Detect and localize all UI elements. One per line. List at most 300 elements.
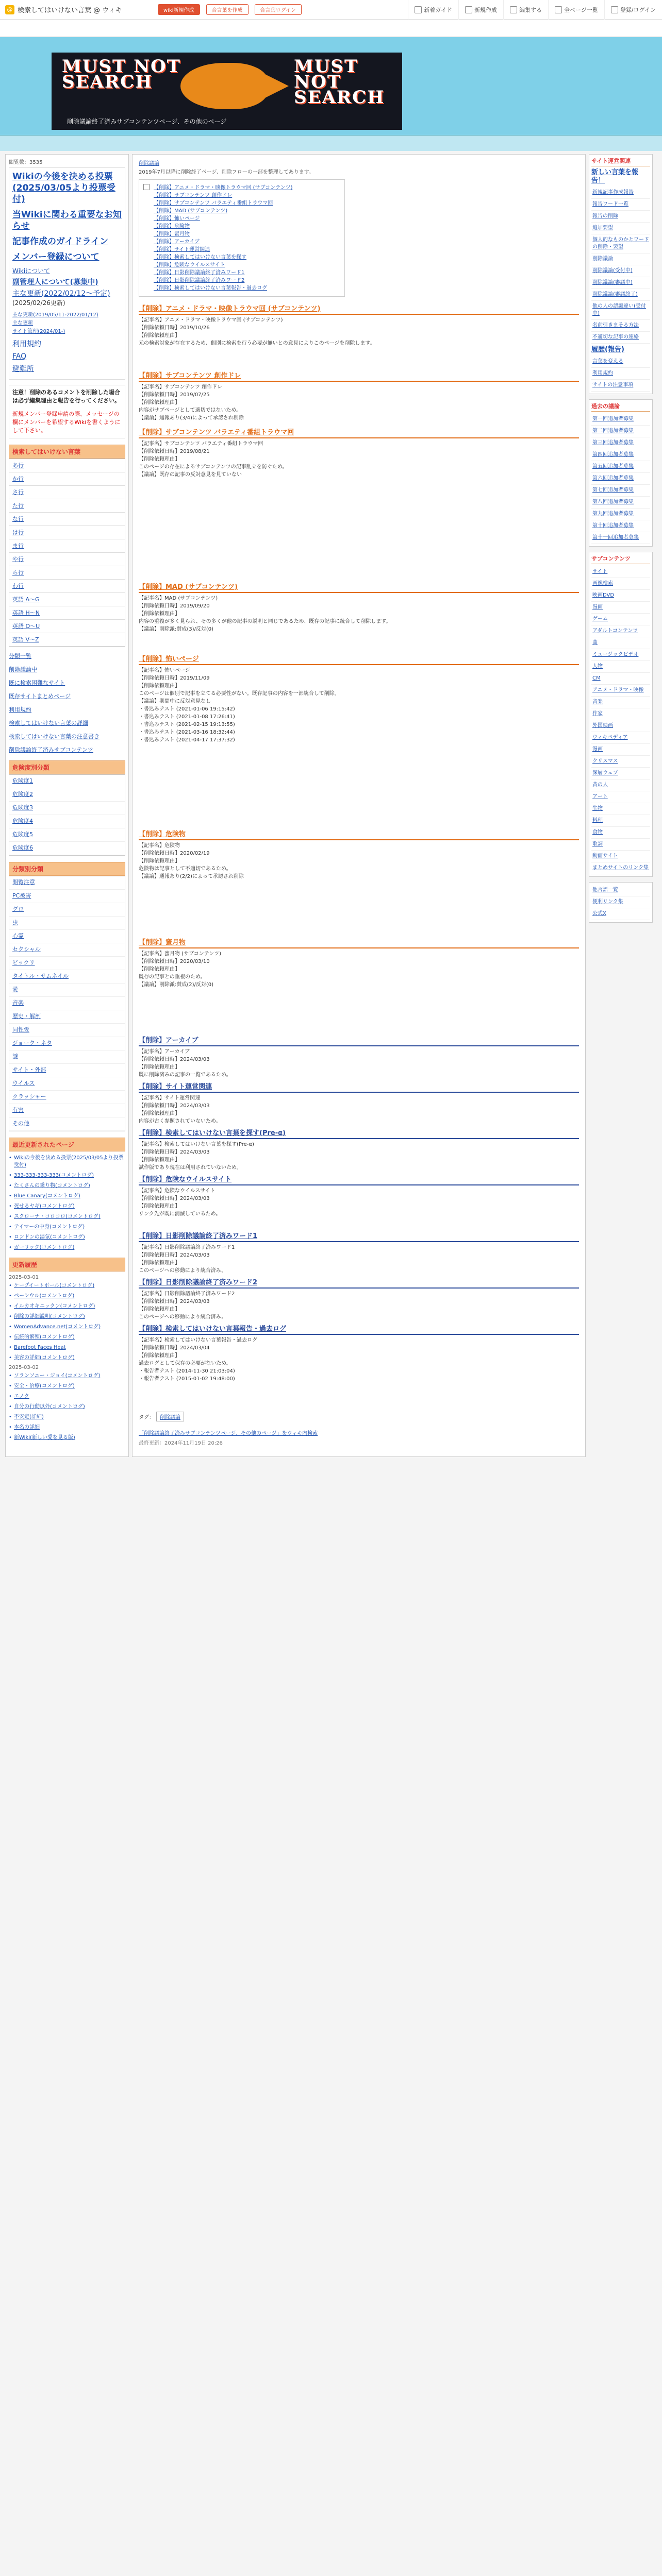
kana-item[interactable]: な行 [9,513,125,526]
sidebar-link[interactable]: CM [591,673,650,685]
sidebar-link[interactable]: 第二回追加者募集 [591,426,650,437]
sidebar-link[interactable]: 生物 [591,803,650,815]
entry-line: 内容の重複が多く見られ、その多くが他の記事の説明と同じであるため、既存の記事に統合して削除します。 [139,619,391,624]
breadcrumb-link[interactable]: 削除議論 [139,161,159,166]
link-hard-sites[interactable]: 既に検索困難なサイト [9,680,65,686]
entry-line: 【記事名】アーカイブ [139,1049,190,1055]
history-item[interactable]: • 削除の詳細説明(コメントログ) [9,1313,125,1320]
history-item[interactable]: • ソランソニー・ジョイ(コメントログ) [9,1372,125,1380]
category-item[interactable]: 虫 [9,917,125,930]
toc-item[interactable]: 【削除】アニメ・ドラマ・映像トラウマ回 (サブコンテンツ) [154,185,293,191]
entry-line: 【削除依頼日時】2024/03/03 [139,1149,210,1155]
sidebar-link[interactable]: 外国映画 [591,720,650,732]
entry-heading-link[interactable]: 【削除】アニメ・ドラマ・映像トラウマ回 (サブコンテンツ) [139,305,321,313]
sidebar-link[interactable]: 漫画 [591,744,650,756]
category-item[interactable]: 有害 [9,1104,125,1117]
wiki-logo-icon: @ [5,5,14,14]
sidebar-link[interactable]: ゲーム [591,614,650,625]
entry-line: 【削除依頼理由】 [139,1260,180,1266]
site-admin-box [589,154,653,394]
site-admin-list [591,187,650,344]
top-bar [0,0,662,20]
section-danger-title: 危険度別分類 [9,760,125,774]
entry-line: 【削除依頼理由】 [139,456,180,462]
entry-line: 【削除依頼理由】 [139,1157,180,1163]
report-new-word-link[interactable]: 新しい言葉を報告！ [591,168,639,184]
entry-line: 内容が古く参照されていないため。 [139,1118,221,1124]
entry-line: 【削除依頼日時】2020/02/19 [139,851,210,856]
entry-line: 【削除依頼日時】2024/03/03 [139,1103,210,1109]
entry-line: ・報告者テスト (2015-01-02 19:48:00) [139,1376,235,1382]
misc-box [589,882,653,923]
entry-line: 【議論】既存の記事の反対意見を見ていない [139,472,242,478]
entry-heading-link[interactable]: 【削除】サブコンテンツ バラエティ番組トラウマ回 [139,429,294,436]
recent-item[interactable]: • たくさんの乗り物(コメントログ) [9,1182,125,1190]
nav-member[interactable]: メンバー登録について [12,252,100,262]
banner-area [0,37,662,135]
site-admin-list-2 [591,356,650,392]
entry-line: 【削除依頼理由】 [139,1111,180,1116]
menu-edit[interactable]: 編集する [503,0,548,20]
entry-heading-link[interactable]: 【削除】怖いページ [139,655,199,663]
entry-line: 【記事名】アニメ・ドラマ・映像トラウマ回 (サブコンテンツ) [139,317,283,323]
sidebar-link[interactable]: 公式X [591,908,650,920]
sidebar-link[interactable]: 削除議論(受付中) [591,265,650,277]
toc-item[interactable]: 【削除】危険物 [154,224,190,229]
recent-item[interactable]: • テイマーの中身(コメントログ) [9,1224,125,1231]
danger-item[interactable]: 危険度5 [9,828,125,842]
site-banner[interactable] [52,53,402,130]
sidebar-link[interactable]: 削除議論(審議中) [591,277,650,289]
sidebar-link[interactable]: 他言語一覧 [591,885,650,896]
history-item[interactable]: • 本名の詳細 [9,1424,125,1431]
deletion-entry [139,1033,579,1080]
deletion-entry [139,936,579,1033]
tag-link[interactable]: 削除議論 [156,1412,184,1421]
history-item[interactable]: • WomenAdvance.net(コメントログ) [9,1324,125,1331]
recent-item[interactable]: • Wikiの今後を決める投票(2025/03/05より投票受付) [9,1155,125,1169]
entry-heading-link[interactable]: 【削除】日影削除議論終了済みワード1 [139,1232,258,1240]
kana-item[interactable]: た行 [9,499,125,513]
entry-heading-link[interactable]: 【削除】蜜月物 [139,939,186,946]
category-item[interactable]: グロ [9,903,125,917]
subcontent-list [591,566,650,874]
sidebar-link[interactable]: アニメ・ドラマ・映像 [591,685,650,697]
danger-item[interactable]: 危険度6 [9,842,125,855]
entry-line: 【記事名】危険なウイルスサイト [139,1188,216,1194]
entry-line: ・書込みテスト (2021-01-08 17:26:41) [139,714,235,720]
banner-subtitle: 削除議論終了済みサブコンテンツページ、その他のページ [67,118,227,125]
sidebar-link[interactable]: 第七回追加者募集 [591,485,650,497]
toc-item[interactable]: 【削除】検索してはいけない言葉を探す [154,255,246,260]
recent-item[interactable]: • スクローナ・コロコロ(コメントログ) [9,1213,125,1221]
entry-body [139,384,579,422]
recent-item[interactable]: • Blue Canary(コメントログ) [9,1193,125,1200]
sidebar-link[interactable]: 追加要望 [591,223,650,234]
kana-item[interactable]: 英語 A〜G [9,593,125,606]
kana-item[interactable]: や行 [9,553,125,566]
entry-heading-link[interactable]: 【削除】アーカイブ [139,1037,198,1044]
sidebar-link[interactable]: アート [591,791,650,803]
toc-item[interactable]: 【削除】サブコンテンツ 創作ドレ [154,193,233,198]
deletion-entry [139,652,579,827]
entry-line: 【削除依頼理由】 [139,683,180,689]
entry-heading-link[interactable]: 【削除】検索してはいけない言葉を探す(Pre-α) [139,1129,286,1137]
menu-guide[interactable]: 新着ガイド [408,0,458,20]
sidebar-link[interactable]: サイト [591,566,650,578]
kana-item[interactable]: は行 [9,526,125,539]
entry-heading [139,936,579,948]
toc-item[interactable]: 【削除】日影削除議論終了済みワード2 [154,278,245,283]
sidebar-link[interactable]: 曲 [591,637,650,649]
history-item[interactable]: • 自分の行動以外(コメントログ) [9,1403,125,1411]
danger-item[interactable]: 危険度3 [9,802,125,815]
link-terms2[interactable]: 利用規約 [9,706,31,713]
category-item[interactable]: その他 [9,1117,125,1131]
sidebar-link[interactable]: サイトの注意事項 [591,380,650,392]
entry-line: 【削除依頼日時】2019/11/09 [139,675,210,681]
deletion-entry [139,580,579,652]
sidebar-link[interactable]: 歌詞 [591,839,650,851]
misc-list [591,885,650,920]
menu-login[interactable]: 登録/ログイン [604,0,662,20]
history-item[interactable]: • イルカオキニックン(コメントログ) [9,1303,125,1310]
kana-item[interactable]: か行 [9,472,125,486]
sidebar-link[interactable]: 削除議論(審議終了) [591,289,650,301]
right-sidebar [589,154,653,1457]
fish-logo-icon [180,63,268,109]
entry-line: このページへの移動により統合済み。 [139,1268,227,1274]
sidebar-link[interactable]: ウィキペディア [591,732,650,744]
notice-text-2: 新規メンバー登録申請の際、メッセージの欄にメンバーを希望するWikiを書くようにして下さい。 [12,411,121,434]
sidebar-link[interactable]: 不適切な記事の連絡 [591,332,650,344]
history-item[interactable]: • ケープイートボール(コメントログ) [9,1282,125,1290]
sidebar-link[interactable]: 画像検索 [591,578,650,590]
link-summary[interactable]: 既存サイトまとめページ [9,693,71,700]
history-item[interactable]: • 新Wiki(新しい愛を見る版) [9,1434,125,1442]
nav-update[interactable]: 主な更新(2022/02/12〜予定) [12,290,110,298]
entry-heading [139,580,579,593]
site-title[interactable] [0,5,155,14]
kana-item[interactable]: ら行 [9,566,125,580]
toc-item[interactable]: 【削除】日影削除議論終了済みワード1 [154,270,245,276]
entry-line: 過去ログとして保存の必要がないため。 [139,1361,231,1366]
toc-toggle-icon[interactable] [143,184,150,190]
entry-line: このページは個別で記事を立てる必要性がない。既存記事の内容を一部統合して削除。 [139,691,340,697]
nav-vote[interactable]: Wikiの今後を決める投票(2025/03/05より投票受付) [12,172,115,205]
sidebar-link[interactable]: 個人的なものかとワードの削除・要望 [591,234,650,253]
sidebar-link[interactable]: 第十回追加者募集 [591,520,650,532]
history-item[interactable]: • エノク [9,1393,125,1400]
toc-item[interactable]: 【削除】アーカイブ [154,239,200,245]
history-item[interactable]: • ペーシウル(コメントログ) [9,1293,125,1300]
notice-box [9,385,125,438]
sidebar-link[interactable]: 深層ウェブ [591,768,650,779]
nav-update-date: (2025/02/26更新) [12,299,65,307]
entry-line: 【議論】通報あり(2/2)によって承認され削除 [139,874,244,879]
table-of-contents [139,179,345,297]
sidebar-link[interactable]: クリスマス [591,756,650,768]
nav-about[interactable]: Wikiについて [12,267,50,275]
toc-item[interactable]: 【削除】危険なウイルスサイト [154,262,225,268]
sidebar-link[interactable]: 報告の削除 [591,211,650,223]
entry-heading [139,827,579,840]
entry-line: 元の検索対象が存在するため、個別に検索を行う必要が無いとの意見によりこのページを削除します。 [139,341,375,346]
site-admin-title: サイト運営関連 [591,157,650,166]
sidebar-link[interactable]: まとめサイトのリンク集 [591,862,650,874]
category-item[interactable]: ビックリ [9,957,125,970]
sidebar-link[interactable]: 新規記事作成報告 [591,187,650,199]
kana-item[interactable]: さ行 [9,486,125,499]
entry-line: 【削除依頼理由】 [139,400,180,405]
past-discussion-list [591,414,650,544]
category-item[interactable]: PC被害 [9,890,125,903]
entry-body [139,1095,579,1125]
sidebar-link[interactable]: 名前引きまそる方法 [591,320,650,332]
entry-line: 【記事名】検索してはいけない言葉報告・過去ログ [139,1337,257,1343]
sidebar-link[interactable]: 第一回追加者募集 [591,414,650,426]
tag-area [139,1412,579,1421]
toc-item[interactable]: 【削除】サブコンテンツ バラエティ番組トラウマ回 [154,200,273,206]
entry-heading-link[interactable]: 【削除】危険なウイルスサイト [139,1176,232,1183]
toc-item[interactable]: 【削除】蜜月物 [154,231,190,237]
entry-heading-link[interactable]: 【削除】日影削除議論終了済みワード2 [139,1279,258,1286]
entry-line: 【記事名】MAD (サブコンテンツ) [139,596,218,601]
sidebar-link[interactable]: 削除議論 [591,253,650,265]
entry-line: 【削除依頼理由】 [139,1353,180,1359]
sidebar-link[interactable]: 第四回追加者募集 [591,449,650,461]
link-closed[interactable]: 削除議論終了済みサブコンテンツ [9,747,93,753]
entry-heading [139,302,579,315]
sidebar-link[interactable]: 動画サイト [591,851,650,862]
sidebar-link[interactable]: 言葉を変える [591,356,650,368]
entry-line: 【記事名】検索してはいけない言葉を探す(Pre-α) [139,1142,254,1147]
recent-item[interactable]: • 333-333-333-333(コメントログ) [9,1172,125,1179]
entry-line: ・書込みテスト (2021-03-16 18:32:44) [139,730,235,735]
sidebar-link[interactable]: 第八回追加者募集 [591,497,650,509]
link-detail[interactable]: 検索してはいけない言葉の詳細 [9,720,88,726]
entry-body [139,1337,579,1383]
sidebar-link[interactable]: 音楽 [591,697,650,708]
category-item[interactable]: ジョーク・ネタ [9,1037,125,1050]
deletion-entry [139,302,579,369]
category-item[interactable]: 心霊 [9,930,125,943]
category-item[interactable]: 同性愛 [9,1024,125,1037]
wiki-search-link[interactable]: 「削除議論終了済みサブコンテンツページ、その他のページ」をウィキ内検索 [139,1431,318,1436]
entry-line: 内容がサブページとして適切ではないため。 [139,408,241,413]
entry-line: 【議論】削除派:賛成(3)/反対(0) [139,626,214,632]
view-counter: 閲覧数：3535 [9,160,43,165]
entry-line: 【削除依頼日時】2024/03/03 [139,1299,210,1304]
entry-line: 【記事名】蜜月物 (サブコンテンツ) [139,951,221,957]
sidebar-link[interactable]: 利用規約 [591,368,650,380]
toc-item[interactable]: 【削除】サイト運営関連 [154,247,210,252]
kana-item[interactable]: 英語 O〜U [9,620,125,633]
entry-line: 【削除依頼日時】2020/03/10 [139,959,210,964]
entry-heading-link[interactable]: 【削除】危険物 [139,831,186,838]
category-item[interactable]: 謎 [9,1050,125,1064]
sidebar-link[interactable]: 作家 [591,708,650,720]
history-item[interactable]: • 伝統的繁殖(コメントログ) [9,1334,125,1341]
category-item[interactable]: タイトル・サムネイル [9,970,125,984]
link-classify[interactable]: 分類一覧 [9,653,31,659]
nav-site-admin[interactable]: サイト管理(2024/01-) [12,329,65,334]
nav-admin[interactable]: 副管理人について(募集中) [12,278,98,286]
history-date: 2025-03-01 [9,1275,39,1280]
entry-heading [139,1080,579,1093]
toc-item[interactable]: 【削除】怖いページ [154,216,200,222]
entry-line: 【削除依頼日時】2024/03/03 [139,1252,210,1258]
entry-line: 【削除依頼日時】2024/03/03 [139,1196,210,1201]
toc-item[interactable]: 【削除】検索してはいけない言葉報告・過去ログ [154,285,267,291]
category-list [9,876,125,1131]
danger-item[interactable]: 危険度2 [9,788,125,802]
entry-body [139,1188,579,1218]
entry-heading [139,1033,579,1046]
recent-item[interactable]: • ロンドンの湯気(コメントログ) [9,1234,125,1241]
danger-item[interactable]: 危険度4 [9,815,125,828]
sidebar-link[interactable]: 第三回追加者募集 [591,437,650,449]
toc-item[interactable]: 【削除】MAD (サブコンテンツ) [154,208,228,214]
entry-heading [139,1322,579,1335]
entry-line: リンク先が既に消滅しているため。 [139,1211,221,1217]
history-date: 2025-03-02 [9,1365,39,1370]
nav-shelter[interactable]: 避難所 [12,365,34,373]
kana-item[interactable]: 英語 H〜N [9,606,125,620]
sidebar-link[interactable]: 第九回追加者募集 [591,509,650,520]
entry-line: 【削除依頼理由】 [139,611,180,617]
history-item[interactable]: • 安全・治療(コメントログ) [9,1383,125,1390]
breadcrumb [139,159,579,166]
entry-heading [139,426,579,438]
entry-heading-link[interactable]: 【削除】サイト運営関連 [139,1083,212,1091]
recent-item[interactable]: • ガーリック(コメントログ) [9,1244,125,1251]
entry-heading-link[interactable]: 【削除】MAD (サブコンテンツ) [139,583,238,591]
entry-heading-link[interactable]: 【削除】サブコンテンツ 創作ドレ [139,372,241,380]
kana-item[interactable]: ま行 [9,539,125,553]
important-nav [9,167,125,380]
menu-new-page[interactable]: 新規作成 [458,0,503,20]
entry-heading [139,1229,579,1242]
link-under-review[interactable]: 削除議論中 [9,666,37,673]
entry-body [139,1048,579,1079]
entry-line: ・書込みテスト (2021-01-06 19:15:42) [139,706,235,712]
history-item[interactable]: • 不安定(詳細) [9,1414,125,1421]
nav-update-main[interactable]: 主な更新 [12,320,33,326]
recent-item[interactable]: • 死せるヤギ(コメントログ) [9,1203,125,1210]
entry-body [139,1141,579,1172]
menu-all-pages[interactable]: 全ページ一覧 [548,0,604,20]
entry-line: 【記事名】日影削除議論終了済みワード2 [139,1291,235,1297]
notice-text: 注意！削除のあるコメントを削除した場合は必ず編集理由と報告を行ってください。 [12,389,120,404]
danger-item[interactable]: 危険度1 [9,775,125,788]
sidebar-link[interactable]: 昔の人 [591,779,650,791]
deletion-entry [139,1126,579,1173]
category-item[interactable]: セクシャル [9,943,125,957]
nav-terms[interactable]: 利用規約 [12,340,41,348]
section-category-title: 分類別分類 [9,862,125,876]
entry-line: 【議論】通報あり(3/4)によって承認され削除 [139,415,244,421]
sidebar-link[interactable]: 漫画 [591,602,650,614]
entry-line: 【議論】削除派:賛成(2)/反対(0) [139,982,214,988]
top-menu [408,0,662,20]
sub-bar [0,135,662,151]
entry-line: 【削除依頼理由】 [139,967,180,972]
sidebar-link[interactable]: 第五回追加者募集 [591,461,650,473]
kana-item[interactable]: わ行 [9,580,125,593]
create-wiki-button[interactable]: wiki新規作成 [158,4,200,15]
edit-icon [510,6,517,13]
sidebar-link[interactable]: 他の人の認識違い(受付中) [591,301,650,320]
sidebar-link[interactable]: 食物 [591,827,650,839]
page-container [0,151,662,1457]
link-caution[interactable]: 検索してはいけない言葉の注意書き [9,733,100,740]
entry-heading [139,652,579,665]
deletion-entry [139,426,579,580]
category-item[interactable]: クラッシャー [9,1091,125,1104]
category-item[interactable]: ウイルス [9,1077,125,1091]
sidebar-link[interactable]: 映画DVD [591,590,650,602]
entry-line: 試作版であり現在は利用されていないため。 [139,1165,242,1171]
entry-line: 【記事名】日影削除議論終了済みワード1 [139,1245,235,1250]
nav-guideline[interactable]: 記事作成のガイドライン [12,236,108,247]
category-item[interactable]: 愛 [9,984,125,997]
sidebar-link[interactable]: アダルトコンテンツ [591,625,650,637]
category-item[interactable]: 音楽 [9,997,125,1010]
site-name[interactable]: 検索してはいけない言葉 @ ウィキ [18,7,122,14]
entry-line: 【削除依頼日時】2024/03/04 [139,1345,210,1351]
sidebar-link[interactable]: 人物 [591,661,650,673]
entry-body [139,595,579,633]
entry-body [139,842,579,880]
nav-update-old[interactable]: 主な更新(2019/05/11-2022/01/12) [12,312,98,318]
history-item[interactable]: • Barefoot Faces Heat [9,1344,125,1351]
report-history-link[interactable]: 履歴(報告) [591,346,624,353]
sidebar-link[interactable]: ミュージックビデオ [591,649,650,661]
create-password-button[interactable]: 合言葉を作成 [206,4,249,15]
kana-item[interactable]: あ行 [9,459,125,472]
deletion-entry [139,827,579,936]
entry-line: 既に削除済みの記事の一覧であるため。 [139,1072,231,1078]
sidebar-link[interactable]: 報告ワード一覧 [591,199,650,211]
nav-faq[interactable]: FAQ [12,352,27,361]
sidebar-link[interactable]: 第六回追加者募集 [591,473,650,485]
small-nav [12,267,122,373]
entry-body [139,1244,579,1275]
kana-item[interactable]: 英語 V〜Z [9,633,125,647]
nav-notice[interactable]: 当Wikiに関わる重要なお知らせ [12,210,122,231]
sidebar-link[interactable]: 便利リンク集 [591,896,650,908]
category-item[interactable]: 歴史・解剖 [9,1010,125,1024]
second-bar [0,20,662,37]
sidebar-link[interactable]: 第十一回追加者募集 [591,532,650,544]
history-item[interactable]: • 美容の詳細(コメントログ) [9,1354,125,1362]
sidebar-link[interactable]: 料理 [591,815,650,827]
new-page-icon [465,6,472,13]
deletion-entry [139,1276,579,1322]
kana-grid [9,459,125,647]
entry-heading-link[interactable]: 【削除】検索してはいけない言葉報告・過去ログ [139,1325,287,1333]
entry-line: 【記事名】危険物 [139,843,180,849]
recent-pages-title: 最近更新されたページ [9,1138,125,1151]
category-item[interactable]: 閲覧注意 [9,876,125,890]
category-item[interactable]: サイト・外部 [9,1064,125,1077]
password-login-button[interactable]: 合言葉ログイン [255,4,302,15]
deletion-entry [139,1080,579,1126]
entry-body [139,951,579,989]
section-search-title: 検索してはいけない言葉 [9,445,125,459]
banner-text-right: MUST NOT SEARCH [294,56,385,108]
